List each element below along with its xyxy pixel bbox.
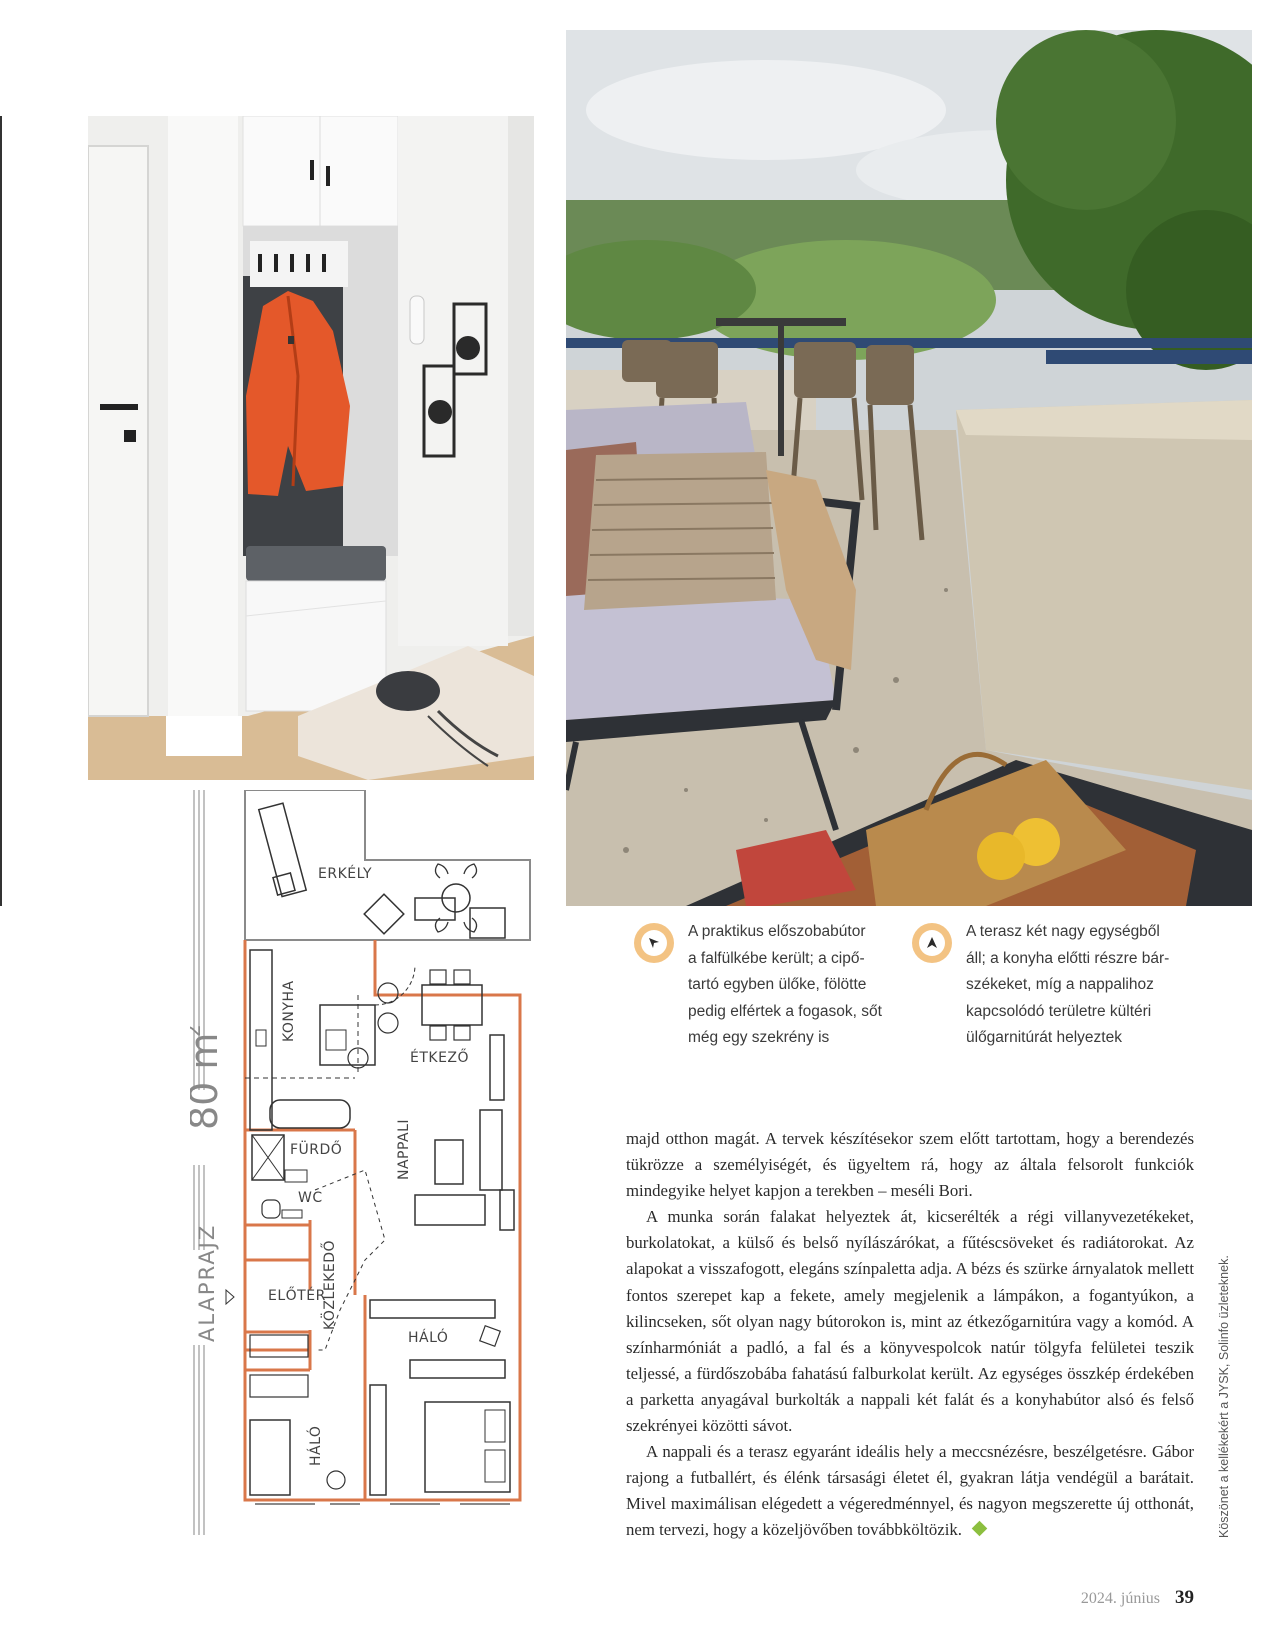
page-edge-divider <box>0 116 2 906</box>
floor-plan <box>190 790 550 1540</box>
article-body <box>626 1126 1194 1544</box>
arrow-up-left-icon <box>647 936 661 950</box>
room-label-eloter: ELŐTÉR <box>268 1288 326 1304</box>
room-label-halo-2: HÁLÓ <box>308 1425 324 1466</box>
page-number: 39 <box>1175 1587 1194 1608</box>
room-label-halo-1: HÁLÓ <box>408 1330 449 1346</box>
area-exponent <box>190 1024 205 1037</box>
footer-date: 2024. június <box>1080 1590 1160 1607</box>
caption-right-icon <box>912 923 952 963</box>
caption-line: A praktikus előszobabútor <box>688 923 866 940</box>
caption-right <box>966 919 1216 1052</box>
caption-line: áll; a konyha előtti részre bár- <box>966 949 1170 967</box>
paragraph: A munka során falakat helyeztek át, kicserélték a régi villanyvezetékeket, burkolatokat, a külső és belső nyílászárókat, a fűtéscsöveket és radiátorokat. Az alapokat a visszafogott, elegáns színpaletta adja. A bézs és szürke árnyalatok mellett fontos szerepet kap a fekete, amely megjelenik a lámpákon, a fogantyúkon, a kilincseken, sőt olyan nagy bútorokon is, mint az étkezőgarnitúra vagy a komód. A színharmóniát a padló, a fal és a könyvespolcok natúr tölgyfa felületei teszik teljessé, a fürdőszobába fahatású falburkolat került. Az egységes összkép érdekében a parketta anyagával burkolták a nappali két falát és a konyhabútor alsó és felső szekrényei közötti sávot. <box>626 1207 1194 1436</box>
caption-line: ülőgarnitúrát helyeztek <box>966 1029 1122 1046</box>
room-label-wc: WC <box>298 1190 323 1206</box>
paragraph-last <box>626 1439 1194 1543</box>
caption-line: kapcsolódó területre kültéri <box>966 1002 1152 1020</box>
arrow-up-icon <box>925 936 939 950</box>
caption-line: még egy szekrény is <box>688 1029 830 1046</box>
room-label-konyha: KONYHA <box>281 980 297 1042</box>
room-label-furdo: FÜRDŐ <box>290 1142 343 1158</box>
caption-line: székeket, míg a nappalihoz <box>966 976 1154 993</box>
terrace-photo <box>566 30 1252 906</box>
paragraph-text: A nappali és a terasz egyaránt ideális hely a meccsnézésre, beszélgetésre. Gábor rajong a futballért, és élénk társasági életet él, gyakran látja vendégül a barátait. Mivel maximálisan elégedett a végeredménnyel, és nagyon megszerette új otthonát, nem tervezi, hogy a közeljövőben továbbköltözik. <box>626 1442 1194 1540</box>
photo-credit: Köszönet a kellékekért a JYSK, Solinfo üzleteknek. <box>1217 1255 1231 1538</box>
caption-line: pedig elfértek a fogasok, sőt <box>688 1002 882 1020</box>
plan-title: ALAPRAJZ <box>195 1223 219 1342</box>
room-label-nappali: NAPPALI <box>396 1118 412 1180</box>
caption-line: A terasz két nagy egységből <box>966 923 1160 940</box>
room-label-erkely: ERKÉLY <box>318 866 373 882</box>
caption-left-icon <box>634 923 674 963</box>
hallway-photo <box>88 116 534 780</box>
caption-left <box>688 919 928 1052</box>
caption-line: a falfülkébe került; a cipő- <box>688 949 865 967</box>
paragraph: majd otthon magát. A tervek készítésekor szem előtt tartottam, hogy a berendezés tükrözze a személyiségét, és ügyeltem rá, hogy az általa felsorolt funkciók mindegyike helyet kapjon a terekben – meséli Bori. <box>626 1129 1194 1201</box>
room-label-etkezo: ÉTKEZŐ <box>410 1050 470 1066</box>
room-label-kozlekedo: KÖZLEKEDŐ <box>322 1240 338 1330</box>
area-number: 80 <box>190 1081 226 1130</box>
caption-line: tartó egyben ülőke, fölötte <box>688 976 867 993</box>
end-of-article-icon <box>972 1521 988 1537</box>
